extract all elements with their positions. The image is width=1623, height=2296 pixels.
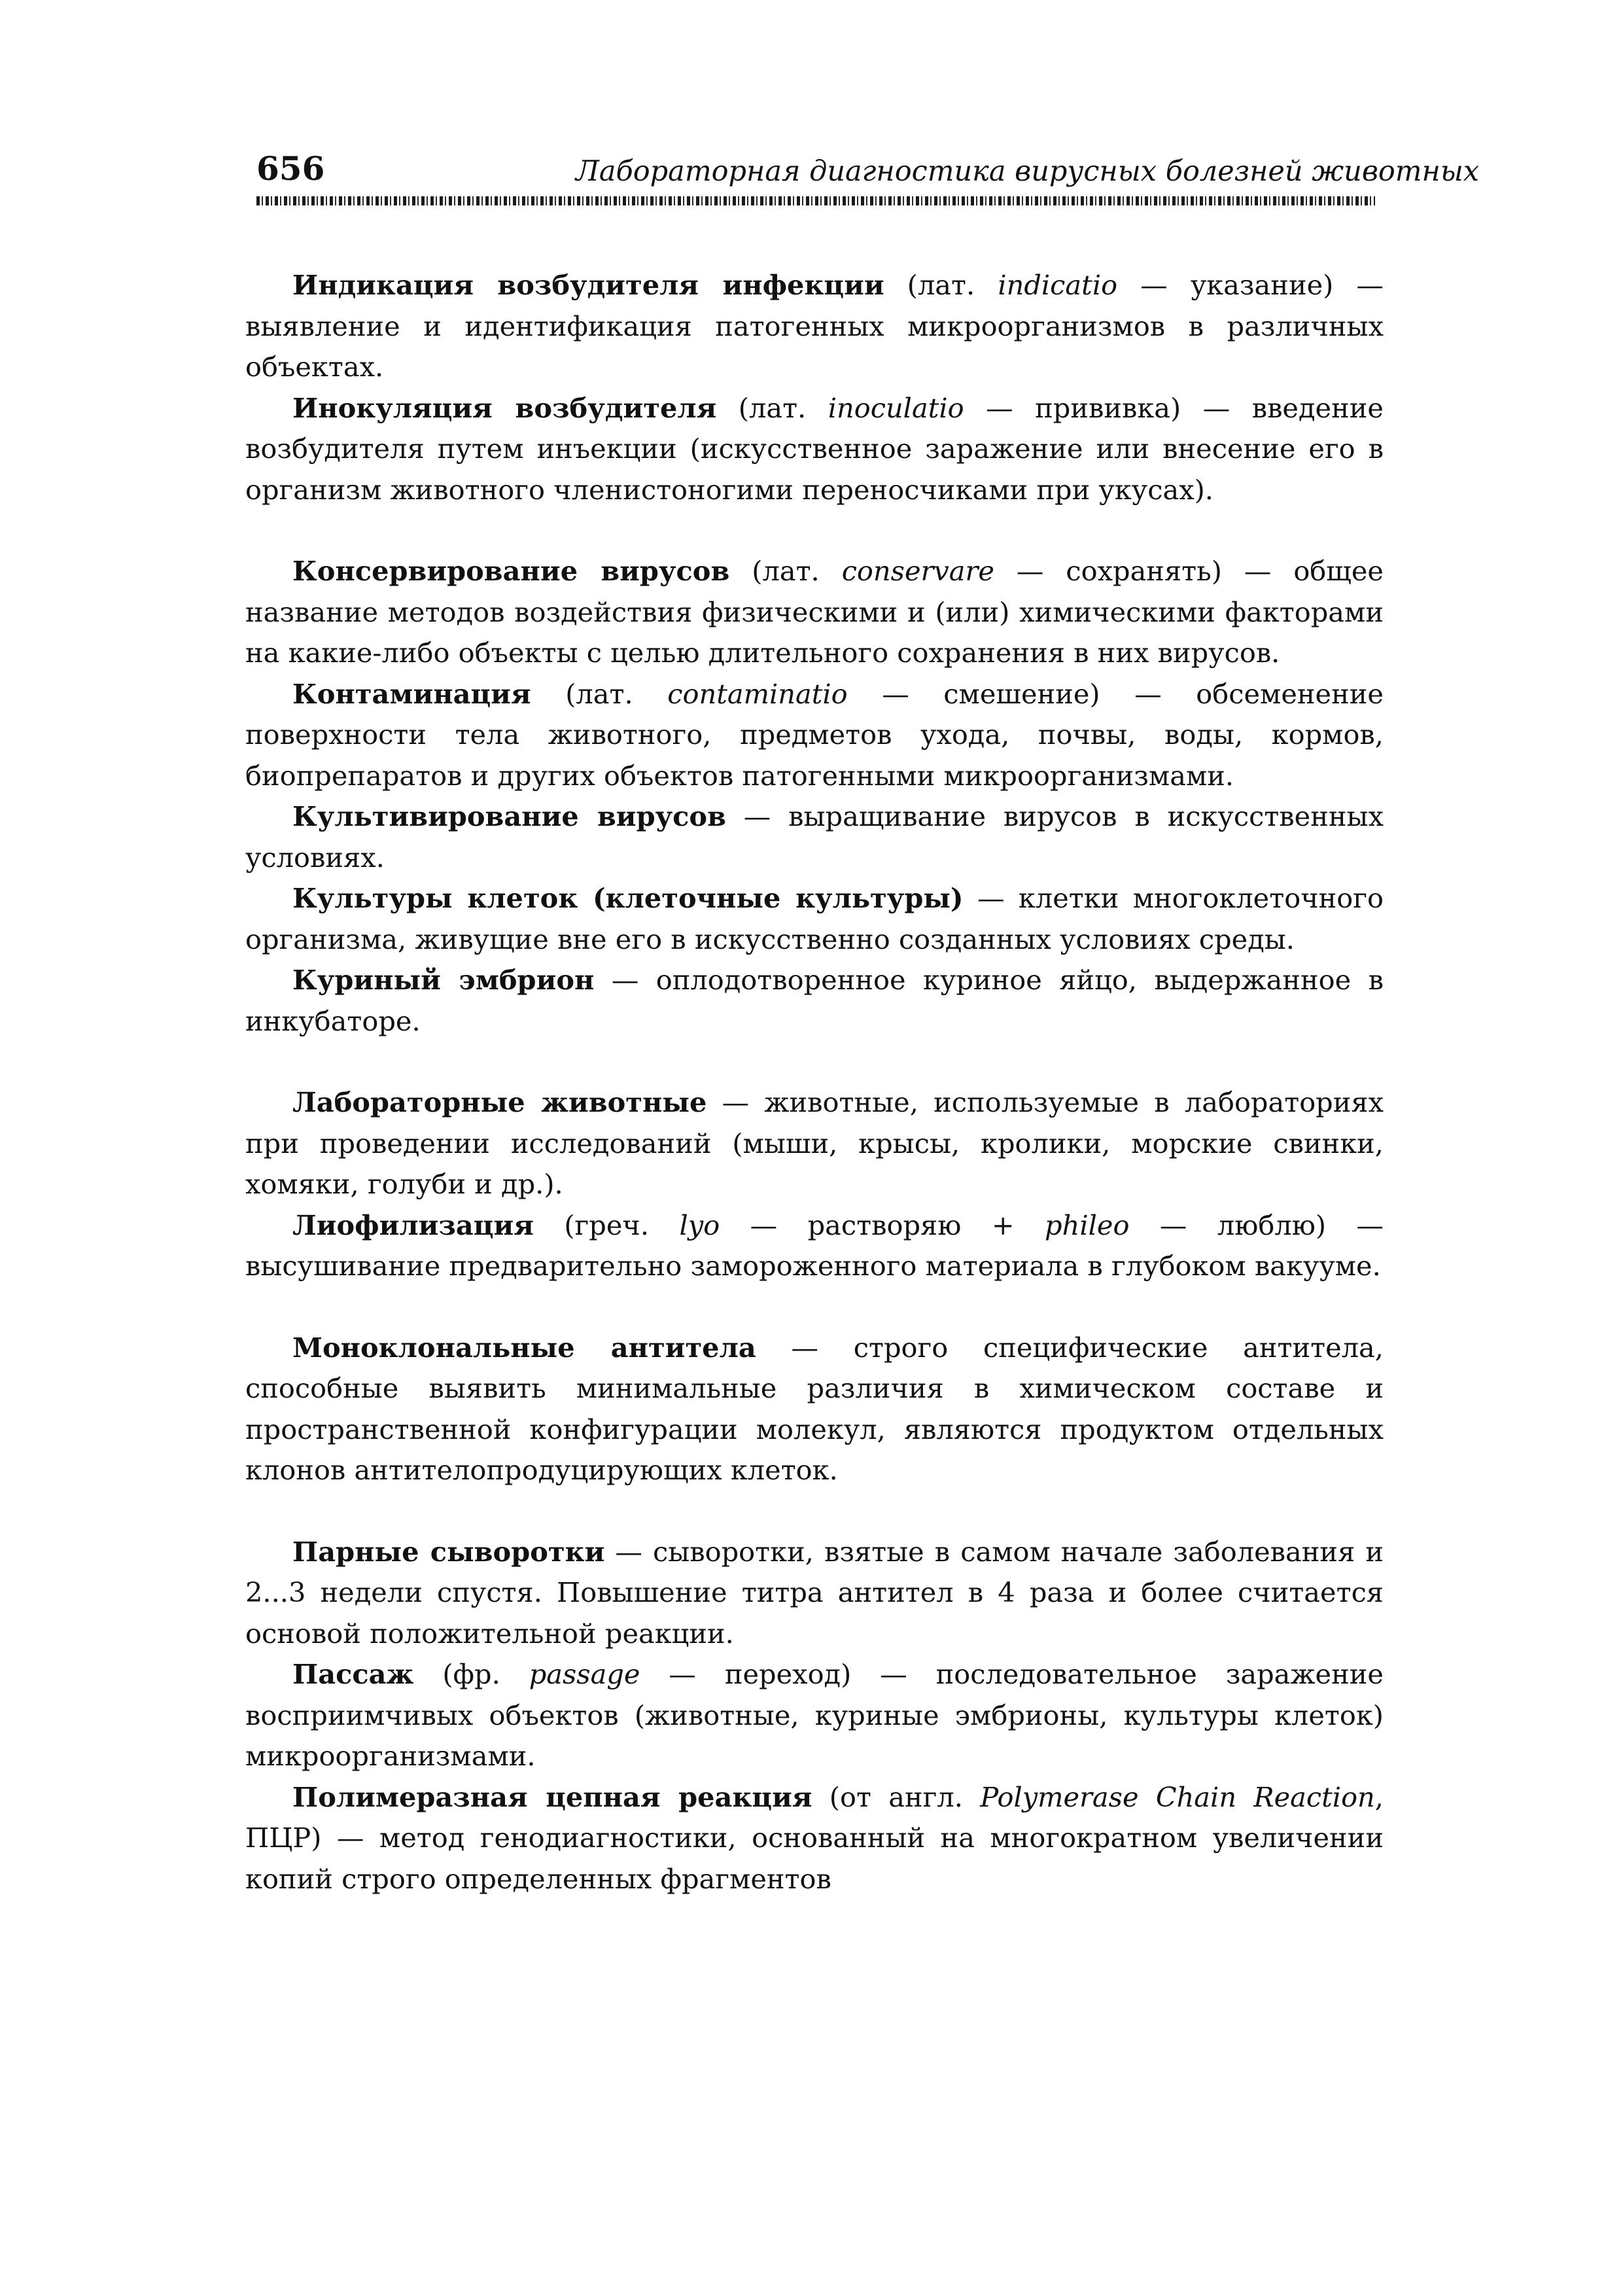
running-title: Лабораторная диагностика вирусных болезней животных (576, 155, 1480, 188)
latin-word: conservare (841, 555, 994, 587)
latin-word: passage (529, 1658, 640, 1690)
term: Контаминация (292, 677, 531, 710)
term: Пассаж (292, 1658, 414, 1690)
entry-kultury-kletok: Культуры клеток (клеточные культуры) — клетки многоклеточного организма, живущие вне его в искусственно созданных условиях среды. (245, 882, 1384, 955)
term: Культивирование вирусов (292, 800, 726, 832)
latin-word: lyo (679, 1209, 720, 1241)
entry-laboratornye-zhivotnye: Лабораторные животные — животные, используемые в лабораториях при проведении исследований (мыши, крысы, кролики, морские свинки, хомяки, голуби и др.). (245, 1086, 1384, 1200)
header-rule (256, 196, 1375, 205)
term: Консервирование вирусов (292, 555, 730, 587)
entry-parnye-syvorotki: Парные сыворотки — сыворотки, взятые в самом начале заболевания и 2...3 недели спустя. Повышение титра антител в 4 раза и более считается основой положительной реакции. (245, 1535, 1384, 1650)
entry-monoklonalnye-antitela: Моноклональные антитела — строго специфические антитела, способные выявить минимальные различия в химическом составе и пространственной конфигурации молекул, являются продуктом отдельных клонов антителопродуцирующих клеток. (245, 1331, 1384, 1486)
latin-word: Polymerase Chain Reaction (980, 1780, 1375, 1813)
latin-word: indicatio (998, 269, 1118, 301)
term: Лабораторные животные (292, 1086, 707, 1118)
entry-kontaminatsiya: Контаминация (лат. contaminatio — смешение) — обсеменение поверхности тела животного, предметов ухода, почвы, воды, кормов, биопрепаратов и других объектов патогенными микроорганизмами. (245, 677, 1384, 792)
term: Парные сыворотки (292, 1535, 605, 1568)
term: Куриный эмбрион (292, 964, 595, 996)
term: Индикация возбудителя инфекции (292, 269, 884, 301)
page-number: 656 (256, 149, 325, 188)
entry-konservirovanie: Консервирование вирусов (лат. conservare — сохранять) — общее название методов воздействия физическими и (или) химическими факторами на какие-либо объекты с целью длительного сохранения в них вирусов. (245, 555, 1384, 669)
entry-indikatsiya: Индикация возбудителя инфекции (лат. indicatio — указание) — выявление и идентификация патогенных микроорганизмов в различных объектах. (245, 269, 1384, 383)
term: Лиофилизация (292, 1209, 534, 1241)
entry-passazh: Пассаж (фр. passage — переход) — последовательное заражение восприимчивых объектов (животные, куриные эмбрионы, культуры клеток) микроорганизмами. (245, 1658, 1384, 1772)
entry-liofilizatsiya: Лиофилизация (греч. lyo — растворяю + phileo — люблю) — высушивание предварительно замороженного материала в глубоком вакууме. (245, 1209, 1384, 1282)
term: Инокуляция возбудителя (292, 391, 717, 424)
entry-inokulyatsiya: Инокуляция возбудителя (лат. inoculatio — прививка) — введение возбудителя путем инъекции (искусственное заражение или внесение его в организм животного членистоногими переносчиками при укусах). (245, 391, 1384, 506)
term: Полимеразная цепная реакция (292, 1780, 812, 1813)
entry-kultivirovanie: Культивирование вирусов — выращивание вирусов в искусственных условиях. (245, 800, 1384, 874)
latin-word: phileo (1045, 1209, 1130, 1241)
glossary-text (245, 265, 1384, 1899)
latin-word: contaminatio (667, 677, 848, 710)
term: Моноклональные антитела (292, 1331, 756, 1364)
entry-kurinyi-embrion: Куриный эмбрион — оплодотворенное куриное яйцо, выдержанное в инкубаторе. (245, 964, 1384, 1037)
latin-word: inoculatio (828, 391, 964, 424)
entry-pcr: Полимеразная цепная реакция (от англ. Polymerase Chain Reaction, ПЦР) — метод генодиагностики, основанный на многократном увеличении копий строго определенных фрагментов (245, 1780, 1384, 1895)
term: Культуры клеток (клеточные культуры) (292, 882, 964, 914)
